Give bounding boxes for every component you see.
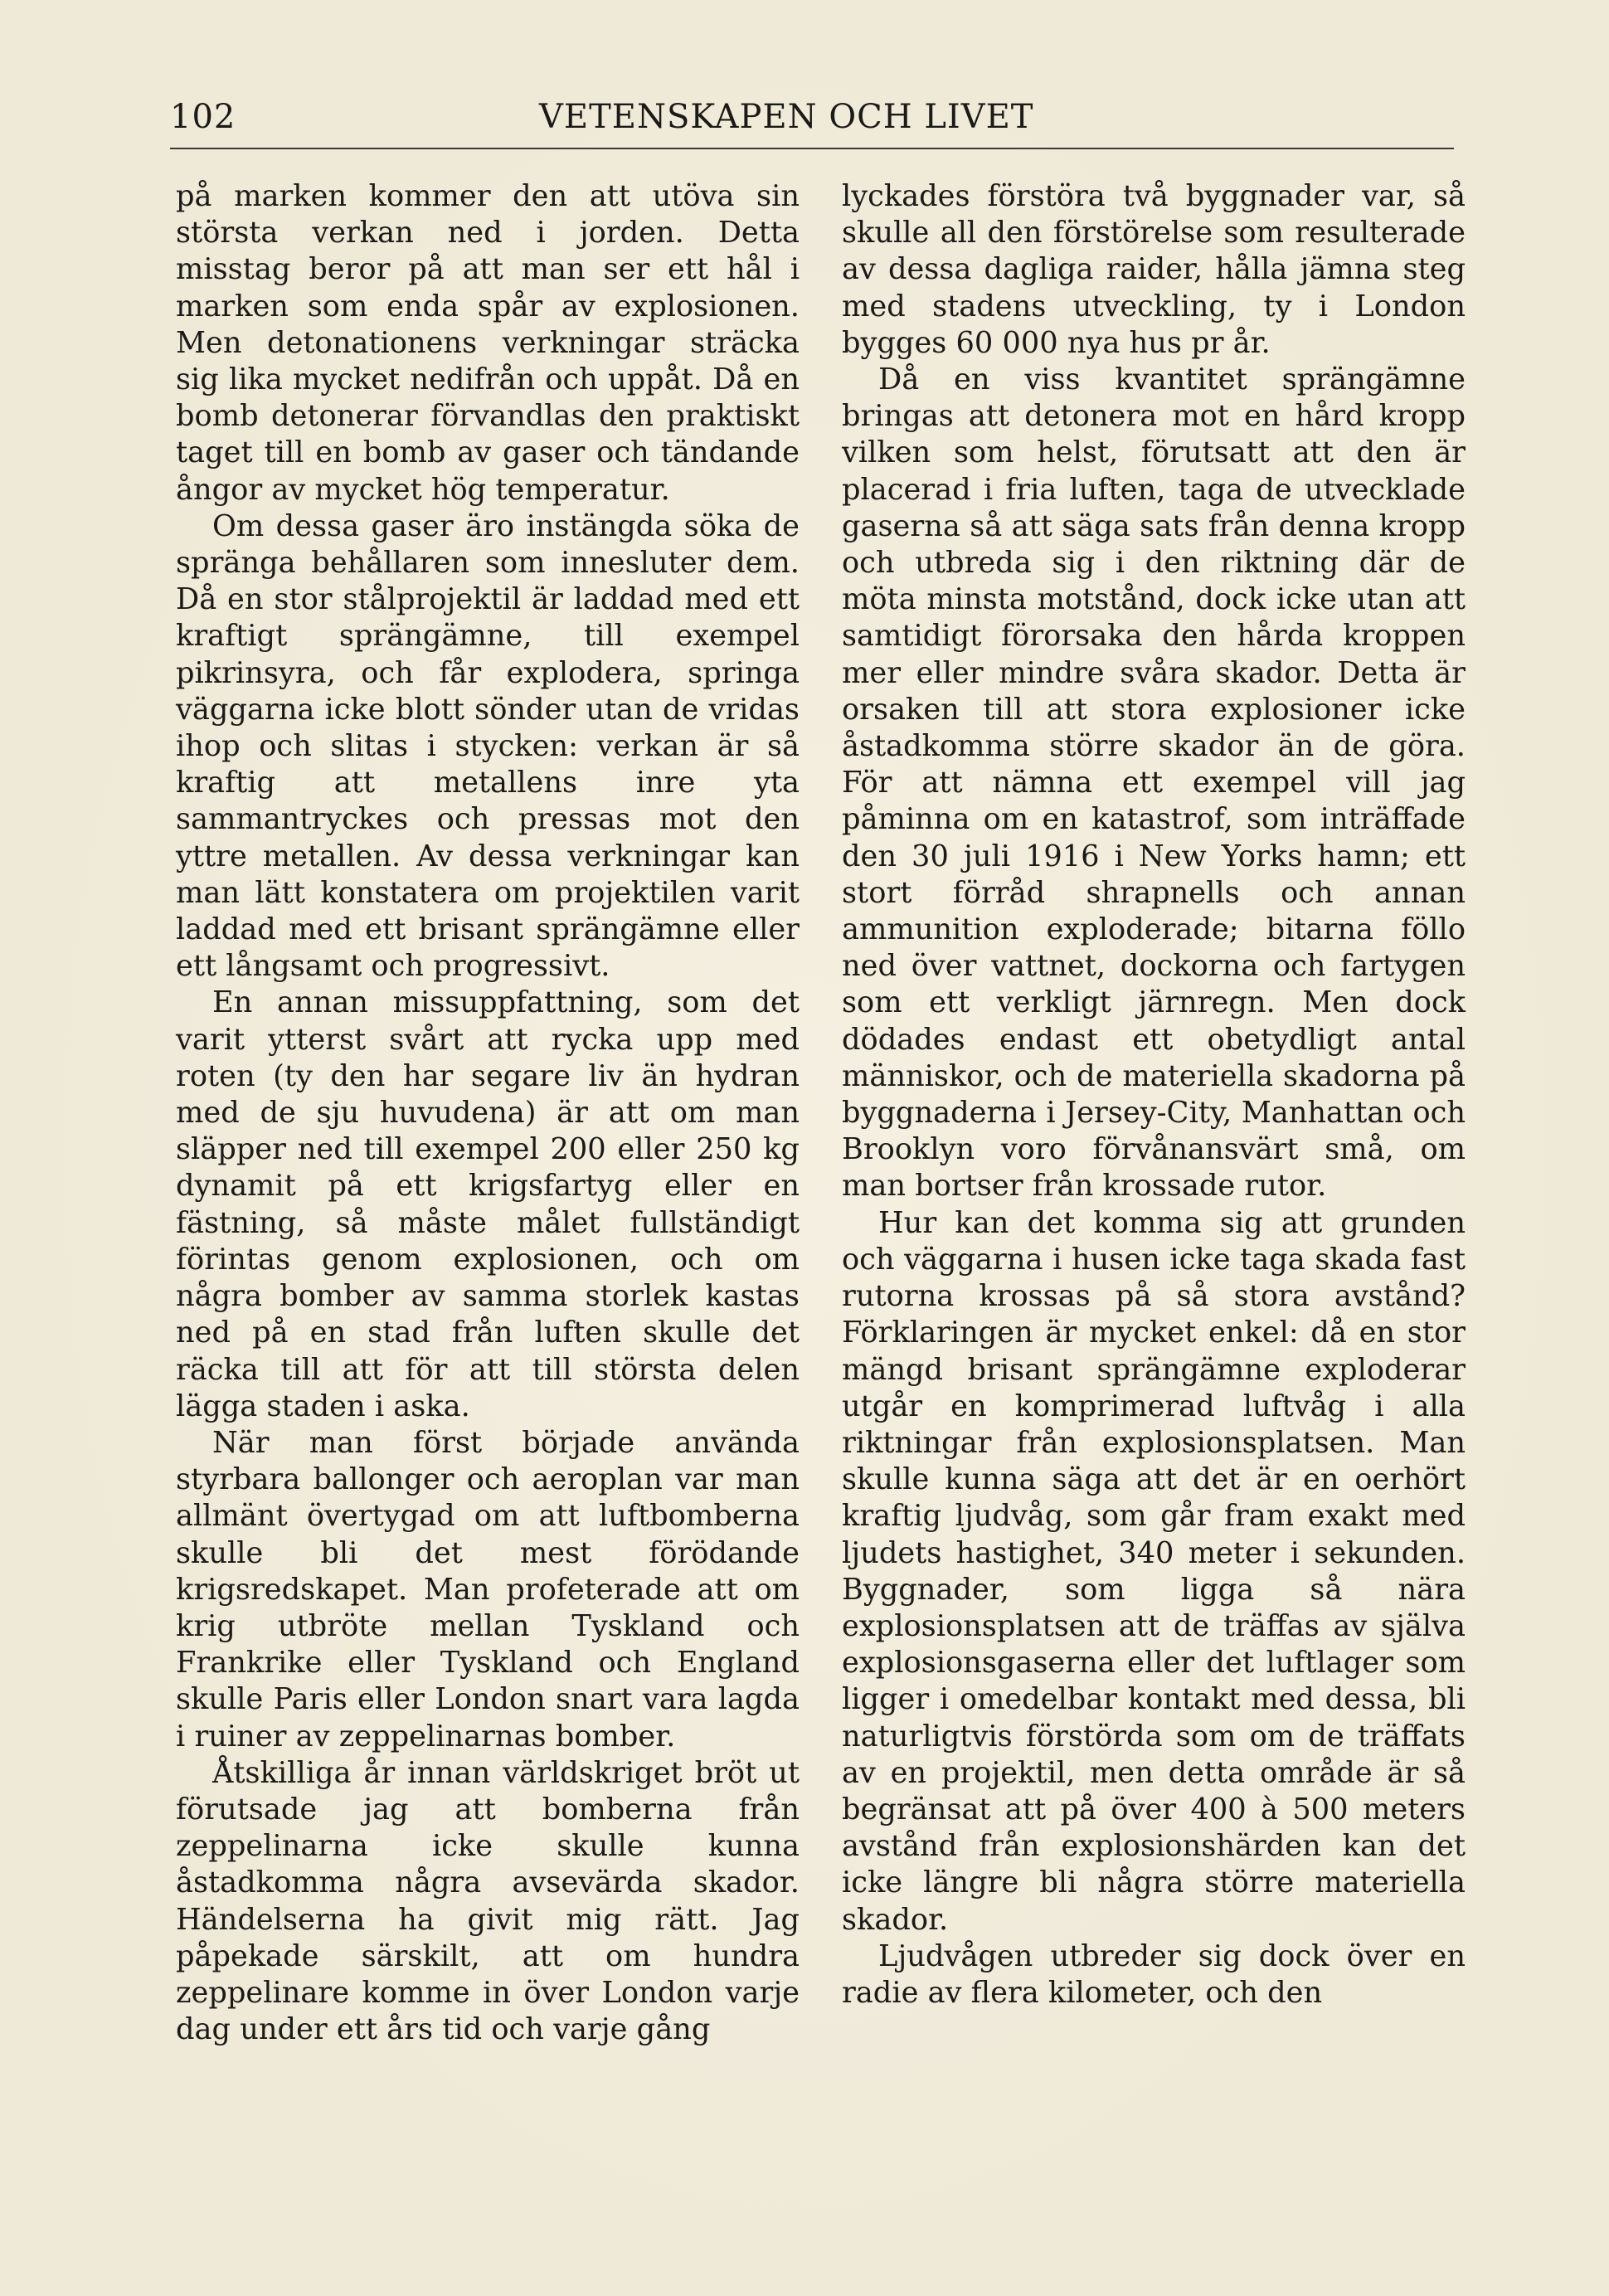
paragraph: När man först började använda styrbara ballonger och aeroplan var man allmänt övertygad om att luftbomberna skulle bli det mest förödande krigsredskapet. Man profeterade att om krig utbröte mellan Tyskland och Frankrike eller Tyskland och England skulle Paris eller London snart vara lagda i ruiner av zeppelinarnas bomber.	[176, 1425, 800, 1754]
paragraph: En annan missuppfattning, som det varit ytterst svårt att rycka upp med roten (ty den har segare liv än hydran med de sju huvudena) är att om man släpper ned till exempel 200 eller 250 kg dynamit på ett krigsfartyg eller en fästning, så måste målet fullständigt förintas genom explosionen, och om några bomber av samma storlek kastas ned på en stad från luften skulle det räcka till att för att till största delen lägga staden i aska.	[176, 985, 800, 1423]
left-column	[176, 178, 800, 2048]
running-title: VETENSKAPEN OCH LIVET	[539, 98, 1034, 136]
right-column	[842, 178, 1466, 2011]
paragraph: på marken kommer den att utöva sin största verkan ned i jorden. Detta misstag beror på att man ser ett hål i marken som enda spår av explosionen. Men detonationens verkningar sträcka sig lika mycket nedifrån och uppåt. Då en bomb detonerar förvandlas den praktiskt taget till en bomb av gaser och tändande ångor av mycket hög temperatur.	[176, 179, 800, 507]
header-divider	[170, 148, 1454, 149]
paragraph: Hur kan det komma sig att grunden och väggarna i husen icke taga skada fast rutorna krossas på så stora avstånd? Förklaringen är mycket enkel: då en stor mängd brisant sprängämne exploderar utgår en komprimerad luftvåg i alla riktningar från explosionsplatsen. Man skulle kunna säga att det är en oerhört kraftig ljudvåg, som går fram exakt med ljudets hastighet, 340 meter i sekunden. Byggnader, som ligga så nära explosionsplatsen att de träffas av själva explosionsgaserna eller det luftlager som ligger i omedelbar kontakt med dessa, bli naturligtvis förstörda som om de träffats av en projektil, men detta område är så begränsat att på över 400 à 500 meters avstånd från explosionshärden kan det icke längre bli några större materiella skador.	[842, 1205, 1466, 1937]
paragraph: Ljudvågen utbreder sig dock över en radie av flera kilometer, och den	[842, 1938, 1466, 2010]
page-number: 102	[170, 98, 236, 136]
paragraph: lyckades förstöra två byggnader var, så skulle all den förstörelse som resulterade av dessa dagliga raider, hålla jämna steg med stadens utveckling, ty i London bygges 60 000 nya hus pr år.	[842, 179, 1466, 360]
paragraph: Åtskilliga år innan världskriget bröt ut förutsade jag att bomberna från zeppelinarna icke skulle kunna åstadkomma några avsevärda skador. Händelserna ha givit mig rätt. Jag påpekade särskilt, att om hundra zeppelinare komme in över London varje dag under ett års tid och varje gång	[176, 1755, 800, 2047]
page-header	[170, 93, 1454, 151]
paragraph: Om dessa gaser äro instängda söka de spränga behållaren som innesluter dem. Då en stor stålprojektil är laddad med ett kraftigt sprängämne, till exempel pikrinsyra, och får explodera, springa väggarna icke blott sönder utan de vridas ihop och slitas i stycken: verkan är så kraftig att metallens inre yta sammantryckes och pressas mot den yttre metallen. Av dessa verkningar kan man lätt konstatera om projektilen varit laddad med ett brisant sprängämne eller ett långsamt och progressivt.	[176, 508, 800, 984]
paragraph: Då en viss kvantitet sprängämne bringas att detonera mot en hård kropp vilken som helst, förutsatt att den är placerad i fria luften, taga de utvecklade gaserna så att säga sats från denna kropp och utbreda sig i den riktning där de möta minsta motstånd, dock icke utan att samtidigt förorsaka den hårda kroppen mer eller mindre svåra skador. Detta är orsaken till att stora explosioner icke åstadkomma större skador än de göra. För att nämna ett exempel vill jag påminna om en katastrof, som inträffade den 30 juli 1916 i New Yorks hamn; ett stort förråd shrapnells och annan ammunition exploderade; bitarna föllo ned över vattnet, dockorna och fartygen som ett verkligt järnregn. Men dock dödades endast ett obetydligt antal människor, och de materiella skadorna på byggnaderna i Jersey-City, Manhattan och Brooklyn voro förvånansvärt små, om man bortser från krossade rutor.	[842, 362, 1466, 1204]
